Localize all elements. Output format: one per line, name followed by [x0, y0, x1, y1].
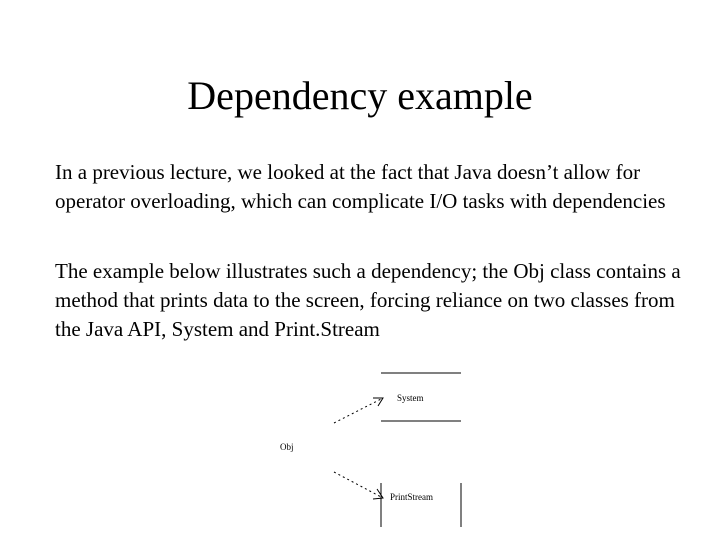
dependency-arrow-system — [334, 398, 383, 423]
system-class-box — [381, 373, 461, 421]
paragraph-1: In a previous lecture, we looked at the fact that Java doesn’t allow for operator overloading, which can complicate I/O tasks with dependencies — [55, 160, 666, 213]
system-class-label: System — [397, 393, 424, 403]
printstream-class-box — [381, 483, 461, 527]
obj-class-label: Obj — [280, 442, 294, 452]
slide-title-text: Dependency example — [187, 73, 533, 118]
paragraph-2: The example below illustrates such a dependency; the Obj class contains a method that prints data to the screen, forcing reliance on two classes from the Java API, System and Print.Stream — [55, 259, 681, 341]
dependency-arrow-printstream — [334, 472, 383, 499]
printstream-class-label: PrintStream — [390, 492, 433, 502]
